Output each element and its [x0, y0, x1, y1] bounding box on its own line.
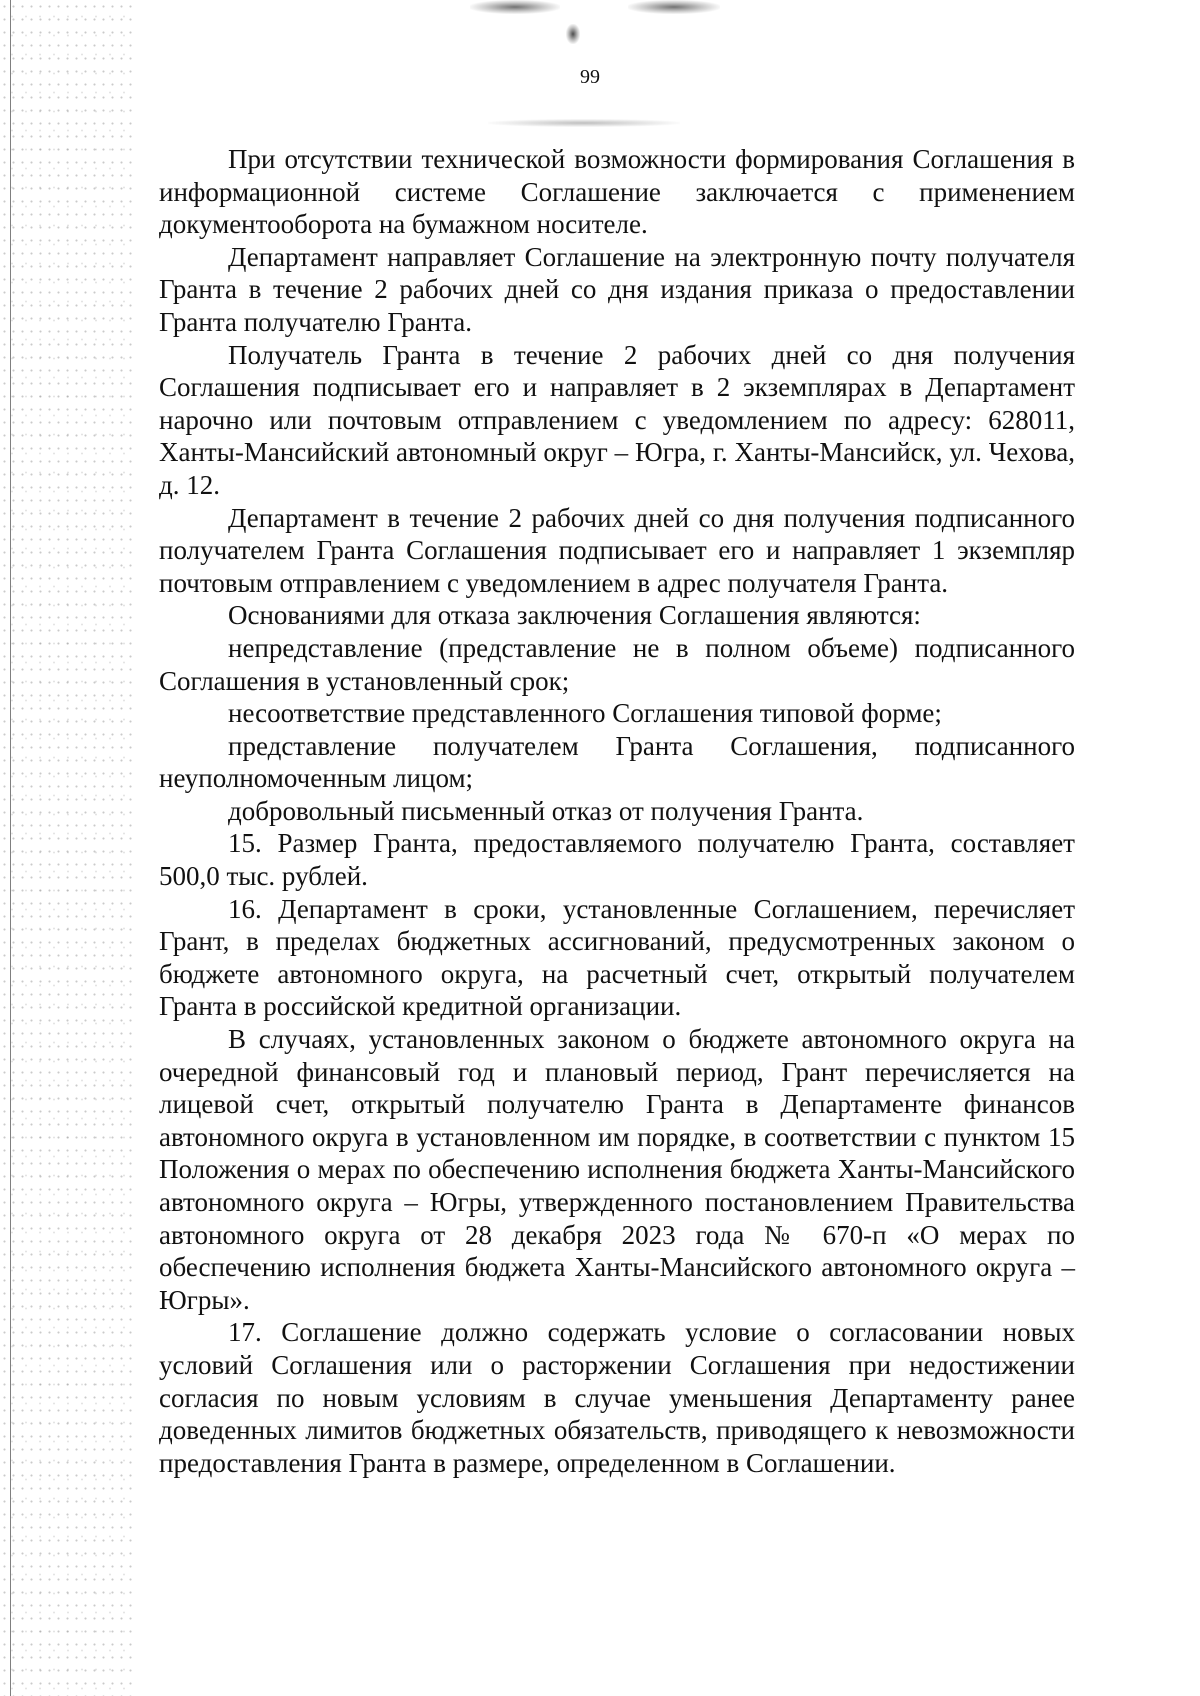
paragraph: 16. Департамент в сроки, установленные Соглашением, перечисляет Грант, в пределах бюджетных ассигнований, предусмотренных законом о бюджете автономного округа, на расчетный счет, открытый получателем Гранта в российской кредитной организации.: [159, 893, 1075, 1022]
paragraph: несоответствие представленного Соглашения типовой форме;: [228, 698, 942, 729]
scan-smudge: [628, 0, 720, 14]
scan-noise: [0, 0, 135, 1696]
paragraph: представление получателем Гранта Соглашения, подписанного неуполномоченным лицом;: [159, 730, 1075, 794]
scan-smudge: [470, 0, 560, 14]
document-body: [159, 143, 1075, 1479]
paragraph: Получатель Гранта в течение 2 рабочих дней со дня получения Соглашения подписывает его и направляет в 2 экземплярах в Департамент нарочно или почтовым отправлением с уведомлением по адресу: 628011, Ханты-Мансийский автономный округ – Югра, г. Ханты-Мансийск, ул. Чехова, д. 12.: [159, 339, 1075, 500]
scan-mark: [566, 24, 580, 44]
scan-smudge: [488, 119, 680, 127]
page-number: 99: [580, 66, 600, 88]
paragraph: 15. Размер Гранта, предоставляемого получателю Гранта, составляет 500,0 тыс. рублей.: [159, 828, 1075, 892]
paragraph: В случаях, установленных законом о бюджете автономного округа на очередной финансовый год и плановый период, Грант перечисляется на лицевой счет, открытый получателю Гранта в Департаменте финансов автономного округа в установленном им порядке, в соответствии с пунктом 15 Положения о мерах по обеспечению исполнения бюджета Ханты-Мансийского автономного округа – Югры, утвержденного постановлением Правительства автономного округа от 28 декабря 2023 года № 670-п «О мерах по обеспечению исполнения бюджета Ханты-Мансийского автономного округа – Югры».: [159, 1024, 1075, 1315]
paragraph: добровольный письменный отказ от получения Гранта.: [228, 795, 864, 826]
paragraph: Департамент в течение 2 рабочих дней со дня получения подписанного получателем Гранта Соглашения подписывает его и направляет 1 экземпляр почтовым отправлением с уведомлением в адрес получателя Гранта.: [159, 502, 1075, 598]
paragraph: 17. Соглашение должно содержать условие о согласовании новых условий Соглашения или о расторжении Соглашения при недостижении согласия по новым условиям в случае уменьшения Департаменту ранее доведенных лимитов бюджетных обязательств, приводящего к невозможности предоставления Гранта в размере, определенном в Соглашении.: [159, 1317, 1075, 1478]
scan-edge-line: [10, 0, 11, 1696]
paragraph: непредставление (представление не в полном объеме) подписанного Соглашения в установленный срок;: [159, 632, 1075, 696]
paragraph: Основаниями для отказа заключения Соглашения являются:: [228, 600, 921, 631]
paragraph: При отсутствии технической возможности формирования Соглашения в информационной системе Соглашение заключается с применением документооборота на бумажном носителе.: [159, 144, 1075, 240]
paragraph: Департамент направляет Соглашение на электронную почту получателя Гранта в течение 2 рабочих дней со дня издания приказа о предоставлении Гранта получателю Гранта.: [159, 241, 1075, 337]
